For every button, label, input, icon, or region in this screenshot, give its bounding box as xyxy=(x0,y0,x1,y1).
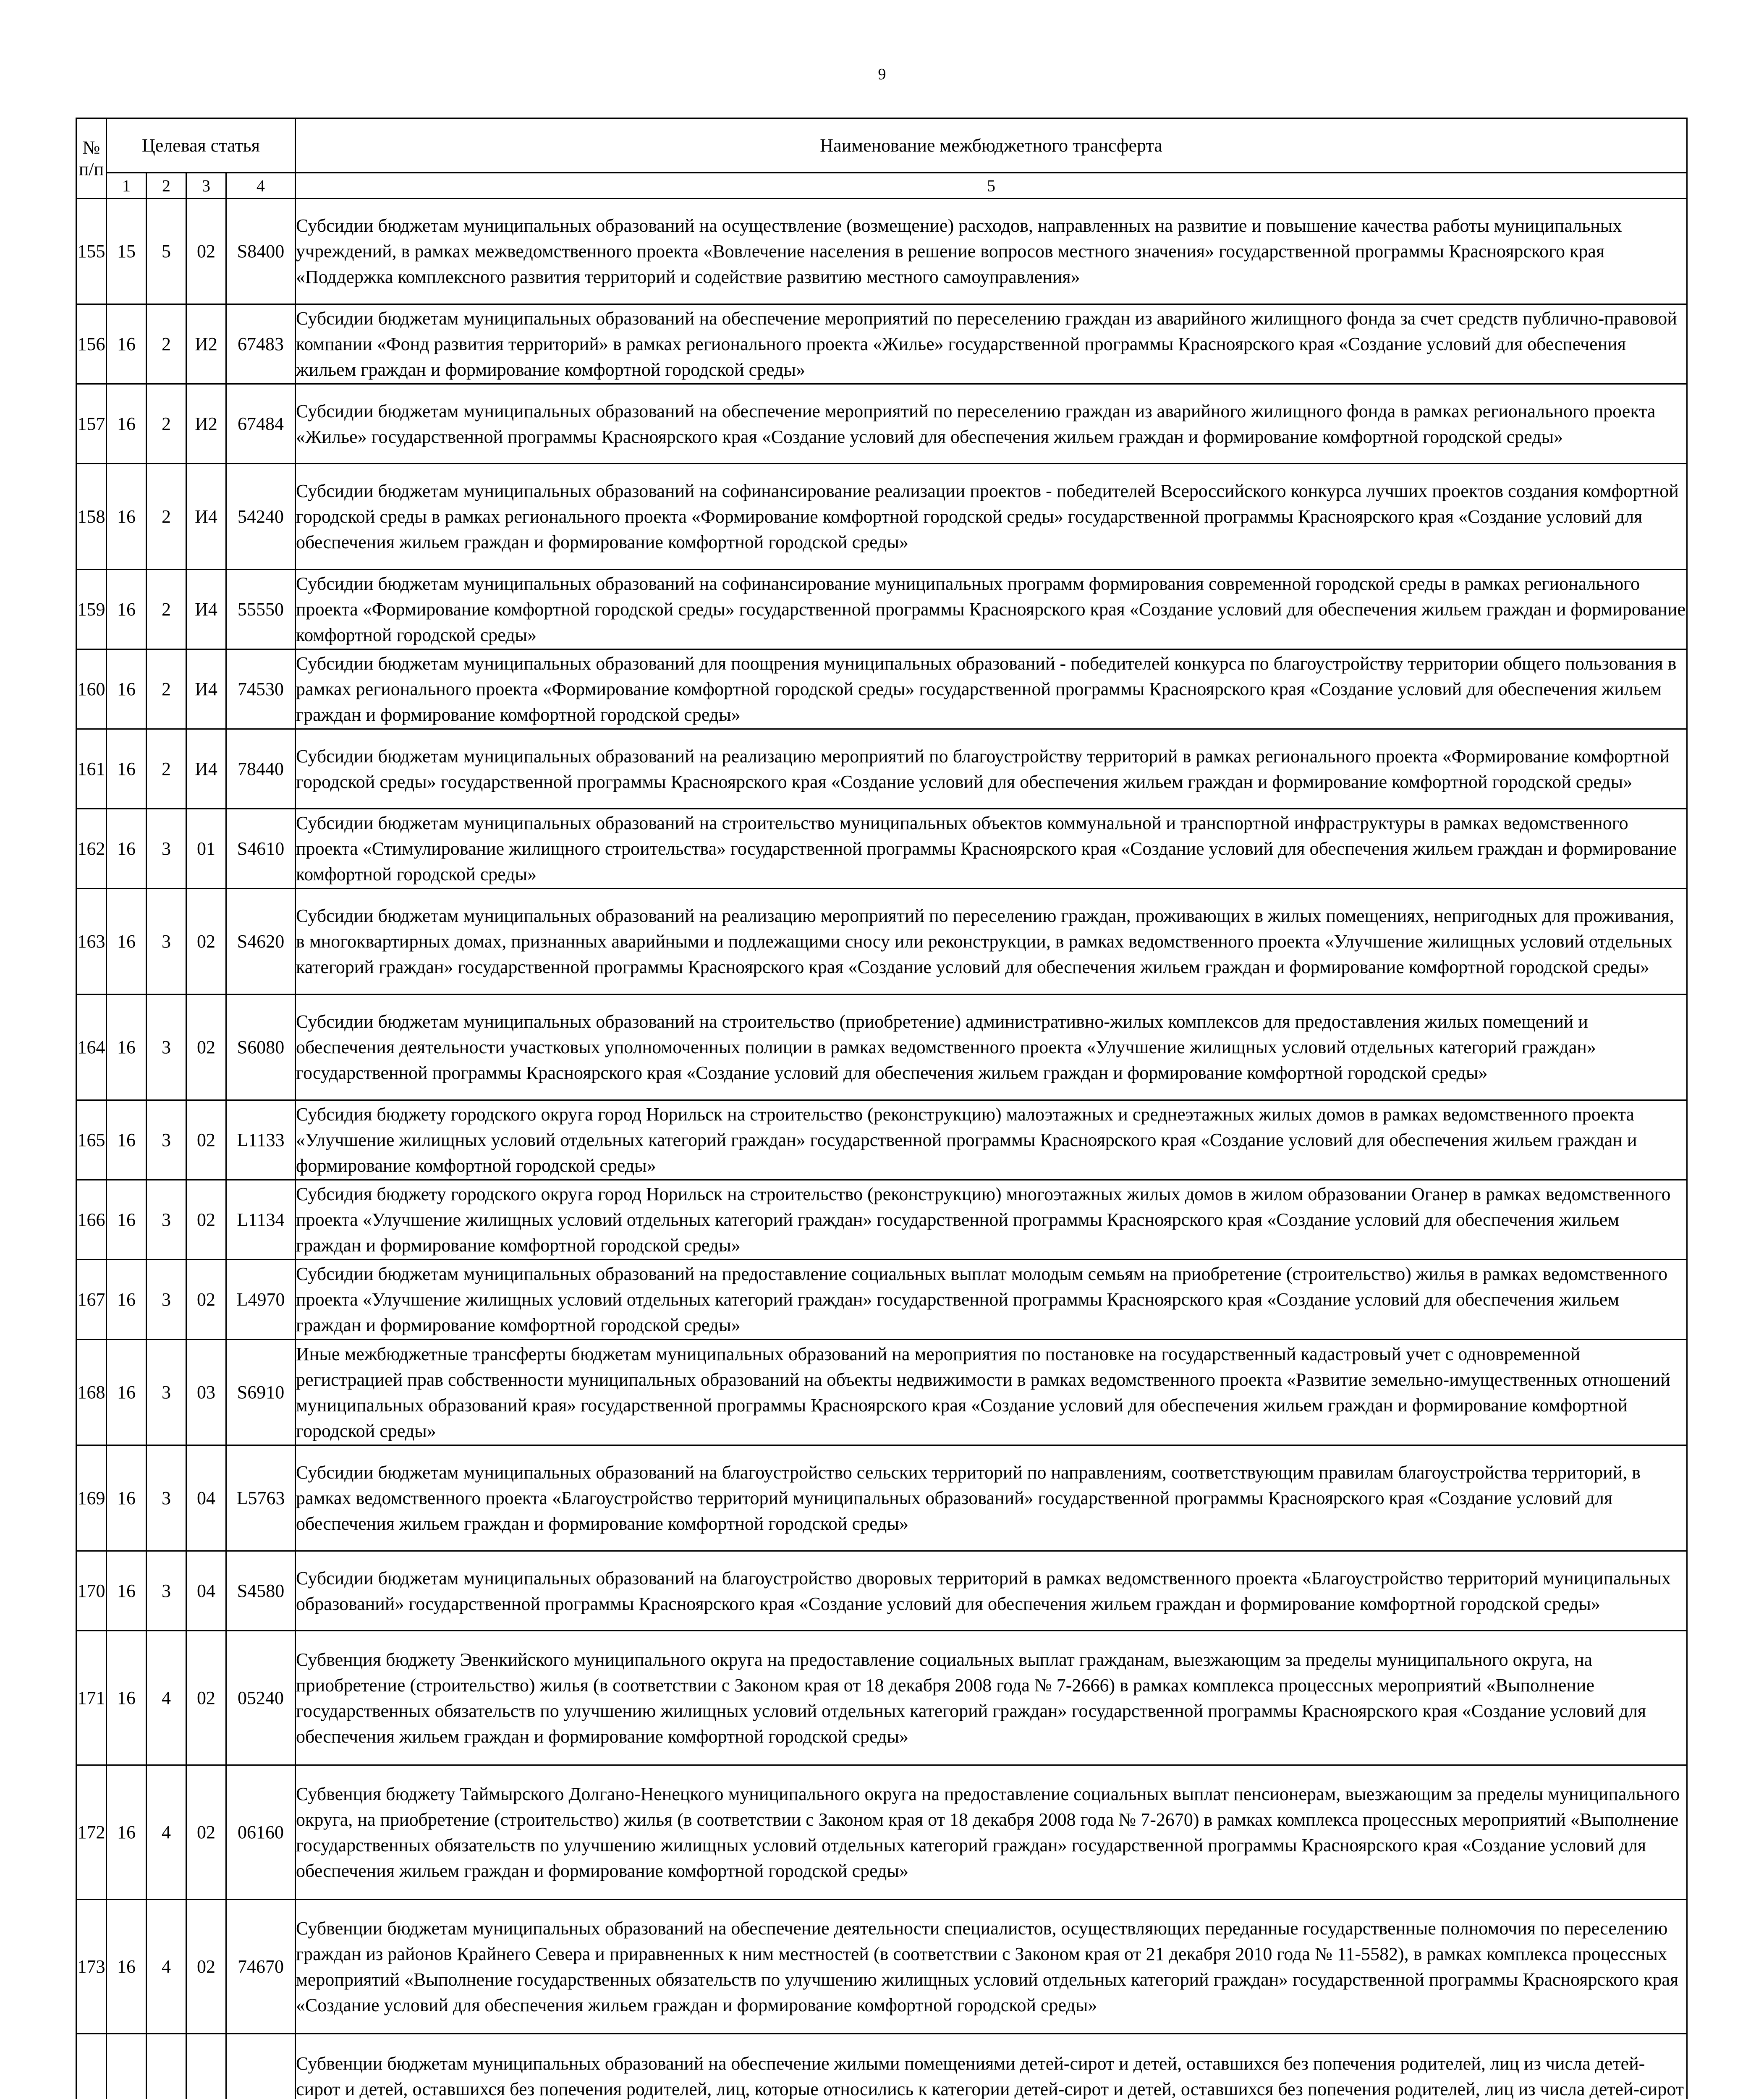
code-project: 04 xyxy=(186,1551,226,1631)
row-number: 169 xyxy=(76,1445,107,1551)
code-subprogram: 3 xyxy=(147,1551,186,1631)
code-direction: L1134 xyxy=(226,1180,296,1260)
code-project: И2 xyxy=(186,384,226,464)
transfer-name: Субсидии бюджетам муниципальных образований на обеспечение мероприятий по переселению граждан из аварийного жилищного фонда за счет средств публично-правовой компании «Фонд развития территорий» в рамках регионального проекта «Жилье» государственной программы Красноярского края «Создание условий для обеспечения жильем граждан и формирование комфортной городской среды» xyxy=(296,304,1687,384)
code-program: 16 xyxy=(107,384,147,464)
row-number: 166 xyxy=(76,1180,107,1260)
transfer-name: Субсидии бюджетам муниципальных образований на софинансирование муниципальных программ формирования современной городской среды в рамках регионального проекта «Формирование комфортной городской среды» государственной программы Красноярского края «Создание условий для обеспечения жильем граждан и формирование комфортной городской среды» xyxy=(296,570,1687,649)
transfer-name: Субсидии бюджетам муниципальных образований на реализацию мероприятий по переселению граждан, проживающих в жилых помещениях, непригодных для проживания, в многоквартирных домах, признанных аварийными и подлежащими сносу или реконструкции, в рамках ведомственного проекта «Улучшение жилищных условий отдельных категорий граждан» государственной программы Красноярского края «Создание условий для обеспечения жильем граждан и формирование комфортной городской среды» xyxy=(296,889,1687,995)
code-subprogram: 3 xyxy=(147,1340,186,1445)
code-direction: L5763 xyxy=(226,1445,296,1551)
code-direction: 67484 xyxy=(226,384,296,464)
code-program: 16 xyxy=(107,809,147,889)
code-subprogram: 3 xyxy=(147,1445,186,1551)
transfer-name: Субвенции бюджетам муниципальных образований на обеспечение деятельности специалистов, осуществляющих переданные государственные полномочия по переселению граждан из районов Крайнего Севера и приравненных к ним местностей (в соответствии с Законом края от 21 декабря 2010 года № 11-5582), в рамках комплекса процессных мероприятий «Выполнение государственных обязательств по улучшению жилищных условий отдельных категорий граждан» государственной программы Красноярского края «Создание условий для обеспечения жильем граждан и формирование комфортной городской среды» xyxy=(296,1900,1687,2034)
code-direction: 54240 xyxy=(226,464,296,570)
code-project: 03 xyxy=(186,1340,226,1445)
code-project: 02 xyxy=(186,889,226,995)
code-subprogram: 4 xyxy=(147,1765,186,1900)
code-program: 16 xyxy=(107,1631,147,1765)
code-subprogram: 2 xyxy=(147,464,186,570)
row-number: 160 xyxy=(76,649,107,729)
code-project: И4 xyxy=(186,729,226,809)
table-row xyxy=(76,1260,1687,1340)
code-project: 02 xyxy=(186,995,226,1100)
code-direction: S4580 xyxy=(226,1551,296,1631)
code-subprogram xyxy=(147,2034,186,2099)
transfer-name: Субвенции бюджетам муниципальных образований на обеспечение жилыми помещениями детей-сирот и детей, оставшихся без попечения родителей, лиц из числа детей-сирот и детей, оставшихся без попечения родителей, лиц, которые относились к категории детей-сирот и детей, оставшихся без попечения родителей, лиц из числа детей-сирот xyxy=(296,2034,1687,2099)
row-number: 159 xyxy=(76,570,107,649)
row-number: 172 xyxy=(76,1765,107,1900)
code-subprogram: 2 xyxy=(147,570,186,649)
transfer-name: Субсидии бюджетам муниципальных образований на софинансирование реализации проектов - победителей Всероссийского конкурса лучших проектов создания комфортной городской среды в рамках регионального проекта «Формирование комфортной городской среды» государственной программы Красноярского края «Создание условий для обеспечения жильем граждан и формирование комфортной городской среды» xyxy=(296,464,1687,570)
code-subprogram: 3 xyxy=(147,809,186,889)
code-project: И2 xyxy=(186,304,226,384)
row-number: 165 xyxy=(76,1100,107,1180)
header-target-article: Целевая статья xyxy=(107,118,296,173)
transfer-name: Субсидия бюджету городского округа город Норильск на строительство (реконструкцию) малоэтажных и среднеэтажных жилых домов в рамках ведомственного проекта «Улучшение жилищных условий отдельных категорий граждан» государственной программы Красноярского края «Создание условий для обеспечения жильем граждан и формирование комфортной городской среды» xyxy=(296,1100,1687,1180)
table-row xyxy=(76,729,1687,809)
table-row xyxy=(76,889,1687,995)
code-direction xyxy=(226,2034,296,2099)
header-col-4: 4 xyxy=(226,173,296,199)
header-row-number: № п/п xyxy=(76,118,107,199)
code-direction: 74670 xyxy=(226,1900,296,2034)
table-row xyxy=(76,1765,1687,1900)
header-col-2: 2 xyxy=(147,173,186,199)
code-program: 16 xyxy=(107,1900,147,2034)
code-project xyxy=(186,2034,226,2099)
code-project: И4 xyxy=(186,649,226,729)
table-row xyxy=(76,1100,1687,1180)
table-row xyxy=(76,304,1687,384)
header-col-1: 1 xyxy=(107,173,147,199)
code-direction: S6910 xyxy=(226,1340,296,1445)
transfer-name: Субвенция бюджету Таймырского Долгано-Ненецкого муниципального округа на предоставление социальных выплат пенсионерам, выезжающим за пределы муниципального округа, на приобретение (строительство) жилья (в соответствии с Законом края от 18 декабря 2008 года № 7-2670) в рамках комплекса процессных мероприятий «Выполнение государственных обязательств по улучшению жилищных условий отдельных категорий граждан» государственной программы Красноярского края «Создание условий для обеспечения жильем граждан и формирование комфортной городской среды» xyxy=(296,1765,1687,1900)
table-row xyxy=(76,2034,1687,2099)
code-subprogram: 2 xyxy=(147,729,186,809)
code-program: 16 xyxy=(107,1765,147,1900)
code-project: 02 xyxy=(186,1100,226,1180)
code-direction: S6080 xyxy=(226,995,296,1100)
code-program: 16 xyxy=(107,464,147,570)
table-row xyxy=(76,995,1687,1100)
code-project: И4 xyxy=(186,570,226,649)
table-row xyxy=(76,1551,1687,1631)
table-row xyxy=(76,1445,1687,1551)
code-subprogram: 3 xyxy=(147,1100,186,1180)
code-project: 02 xyxy=(186,1900,226,2034)
table-row xyxy=(76,1180,1687,1260)
table-row xyxy=(76,1631,1687,1765)
code-direction: 74530 xyxy=(226,649,296,729)
header-col-3: 3 xyxy=(186,173,226,199)
code-project: 02 xyxy=(186,1260,226,1340)
code-program: 16 xyxy=(107,1340,147,1445)
row-number: 162 xyxy=(76,809,107,889)
code-project: 02 xyxy=(186,1765,226,1900)
code-subprogram: 3 xyxy=(147,995,186,1100)
code-program: 16 xyxy=(107,1551,147,1631)
transfers-table xyxy=(76,118,1688,2099)
code-subprogram: 2 xyxy=(147,384,186,464)
code-project: 04 xyxy=(186,1445,226,1551)
code-project: 01 xyxy=(186,809,226,889)
code-subprogram: 2 xyxy=(147,649,186,729)
code-direction: 55550 xyxy=(226,570,296,649)
code-program: 16 xyxy=(107,729,147,809)
code-project: И4 xyxy=(186,464,226,570)
code-direction: L1133 xyxy=(226,1100,296,1180)
transfer-name: Субсидии бюджетам муниципальных образований на благоустройство дворовых территорий в рамках ведомственного проекта «Благоустройство территорий муниципальных образований» государственной программы Красноярского края «Создание условий для обеспечения жильем граждан и формирование комфортной городской среды» xyxy=(296,1551,1687,1631)
transfer-name: Субсидии бюджетам муниципальных образований на реализацию мероприятий по благоустройству территорий в рамках регионального проекта «Формирование комфортной городской среды» государственной программы Красноярского края «Создание условий для обеспечения жильем граждан и формирование комфортной городской среды» xyxy=(296,729,1687,809)
table-row xyxy=(76,1900,1687,2034)
code-direction: S4610 xyxy=(226,809,296,889)
code-direction: L4970 xyxy=(226,1260,296,1340)
table-row xyxy=(76,199,1687,304)
code-direction: 78440 xyxy=(226,729,296,809)
transfer-name: Субсидии бюджетам муниципальных образований для поощрения муниципальных образований - победителей конкурса по благоустройству территории общего пользования в рамках регионального проекта «Формирование комфортной городской среды» государственной программы Красноярского края «Создание условий для обеспечения жильем граждан и формирование комфортной городской среды» xyxy=(296,649,1687,729)
table-row xyxy=(76,649,1687,729)
header-transfer-name: Наименование межбюджетного трансферта xyxy=(296,118,1687,173)
code-program: 16 xyxy=(107,1260,147,1340)
code-subprogram: 4 xyxy=(147,1900,186,2034)
code-direction: 05240 xyxy=(226,1631,296,1765)
table-row xyxy=(76,570,1687,649)
code-program: 16 xyxy=(107,1100,147,1180)
row-number: 163 xyxy=(76,889,107,995)
table-row xyxy=(76,464,1687,570)
code-subprogram: 3 xyxy=(147,1260,186,1340)
transfer-name: Иные межбюджетные трансферты бюджетам муниципальных образований на мероприятия по постановке на государственный кадастровый учет с одновременной регистрацией прав собственности муниципальных образований на объекты недвижимости в рамках ведомственного проекта «Развитие земельно-имущественных отношений муниципальных образований края» государственной программы Красноярского края «Создание условий для обеспечения жильем граждан и формирование комфортной городской среды» xyxy=(296,1340,1687,1445)
row-number: 158 xyxy=(76,464,107,570)
code-project: 02 xyxy=(186,1180,226,1260)
code-direction: 67483 xyxy=(226,304,296,384)
row-number: 171 xyxy=(76,1631,107,1765)
code-subprogram: 2 xyxy=(147,304,186,384)
table-row xyxy=(76,384,1687,464)
row-number xyxy=(76,2034,107,2099)
code-program: 15 xyxy=(107,199,147,304)
code-program: 16 xyxy=(107,889,147,995)
page-number: 9 xyxy=(878,65,886,83)
transfer-name: Субвенция бюджету Эвенкийского муниципального округа на предоставление социальных выплат гражданам, выезжающим за пределы муниципального округа, на приобретение (строительство) жилья (в соответствии с Законом края от 18 декабря 2008 года № 7-2666) в рамках комплекса процессных мероприятий «Выполнение государственных обязательств по улучшению жилищных условий отдельных категорий граждан» государственной программы Красноярского края «Создание условий для обеспечения жильем граждан и формирование комфортной городской среды» xyxy=(296,1631,1687,1765)
code-project: 02 xyxy=(186,199,226,304)
transfer-name: Субсидии бюджетам муниципальных образований на обеспечение мероприятий по переселению граждан из аварийного жилищного фонда в рамках регионального проекта «Жилье» государственной программы Красноярского края «Создание условий для обеспечения жильем граждан и формирование комфортной городской среды» xyxy=(296,384,1687,464)
transfer-name: Субсидии бюджетам муниципальных образований на предоставление социальных выплат молодым семьям на приобретение (строительство) жилья в рамках ведомственного проекта «Улучшение жилищных условий отдельных категорий граждан» государственной программы Красноярского края «Создание условий для обеспечения жильем граждан и формирование комфортной городской среды» xyxy=(296,1260,1687,1340)
code-direction: 06160 xyxy=(226,1765,296,1900)
row-number: 156 xyxy=(76,304,107,384)
table-row xyxy=(76,809,1687,889)
transfer-name: Субсидии бюджетам муниципальных образований на строительство муниципальных объектов коммунальной и транспортной инфраструктуры в рамках ведомственного проекта «Стимулирование жилищного строительства» государственной программы Красноярского края «Создание условий для обеспечения жильем граждан и формирование комфортной городской среды» xyxy=(296,809,1687,889)
table-row xyxy=(76,1340,1687,1445)
row-number: 170 xyxy=(76,1551,107,1631)
code-subprogram: 5 xyxy=(147,199,186,304)
row-number: 155 xyxy=(76,199,107,304)
code-program: 16 xyxy=(107,1180,147,1260)
code-subprogram: 3 xyxy=(147,889,186,995)
row-number: 173 xyxy=(76,1900,107,2034)
code-program xyxy=(107,2034,147,2099)
transfer-name: Субсидии бюджетам муниципальных образований на благоустройство сельских территорий по направлениям, соответствующим правилам благоустройства территорий, в рамках ведомственного проекта «Благоустройство территорий муниципальных образований» государственной программы Красноярского края «Создание условий для обеспечения жильем граждан и формирование комфортной городской среды» xyxy=(296,1445,1687,1551)
code-program: 16 xyxy=(107,649,147,729)
code-program: 16 xyxy=(107,1445,147,1551)
row-number: 164 xyxy=(76,995,107,1100)
row-number: 168 xyxy=(76,1340,107,1445)
transfer-name: Субсидии бюджетам муниципальных образований на осуществление (возмещение) расходов, направленных на развитие и повышение качества работы муниципальных учреждений, в рамках межведомственного проекта «Вовлечение населения в решение вопросов местного значения» государственной программы Красноярского края «Поддержка комплексного развития территорий и содействие развитию местного самоуправления» xyxy=(296,199,1687,304)
row-number: 161 xyxy=(76,729,107,809)
code-subprogram: 3 xyxy=(147,1180,186,1260)
row-number: 157 xyxy=(76,384,107,464)
row-number: 167 xyxy=(76,1260,107,1340)
transfer-name: Субсидии бюджетам муниципальных образований на строительство (приобретение) административно-жилых комплексов для предоставления жилых помещений и обеспечения деятельности участковых уполномоченных полиции в рамках ведомственного проекта «Улучшение жилищных условий отдельных категорий граждан» государственной программы Красноярского края «Создание условий для обеспечения жильем граждан и формирование комфортной городской среды» xyxy=(296,995,1687,1100)
code-direction: S4620 xyxy=(226,889,296,995)
code-direction: S8400 xyxy=(226,199,296,304)
code-program: 16 xyxy=(107,995,147,1100)
code-program: 16 xyxy=(107,570,147,649)
code-subprogram: 4 xyxy=(147,1631,186,1765)
code-program: 16 xyxy=(107,304,147,384)
header-col-5: 5 xyxy=(296,173,1687,199)
transfer-name: Субсидия бюджету городского округа город Норильск на строительство (реконструкцию) многоэтажных жилых домов в жилом образовании Оганер в рамках ведомственного проекта «Улучшение жилищных условий отдельных категорий граждан» государственной программы Красноярского края «Создание условий для обеспечения жильем граждан и формирование комфортной городской среды» xyxy=(296,1180,1687,1260)
code-project: 02 xyxy=(186,1631,226,1765)
